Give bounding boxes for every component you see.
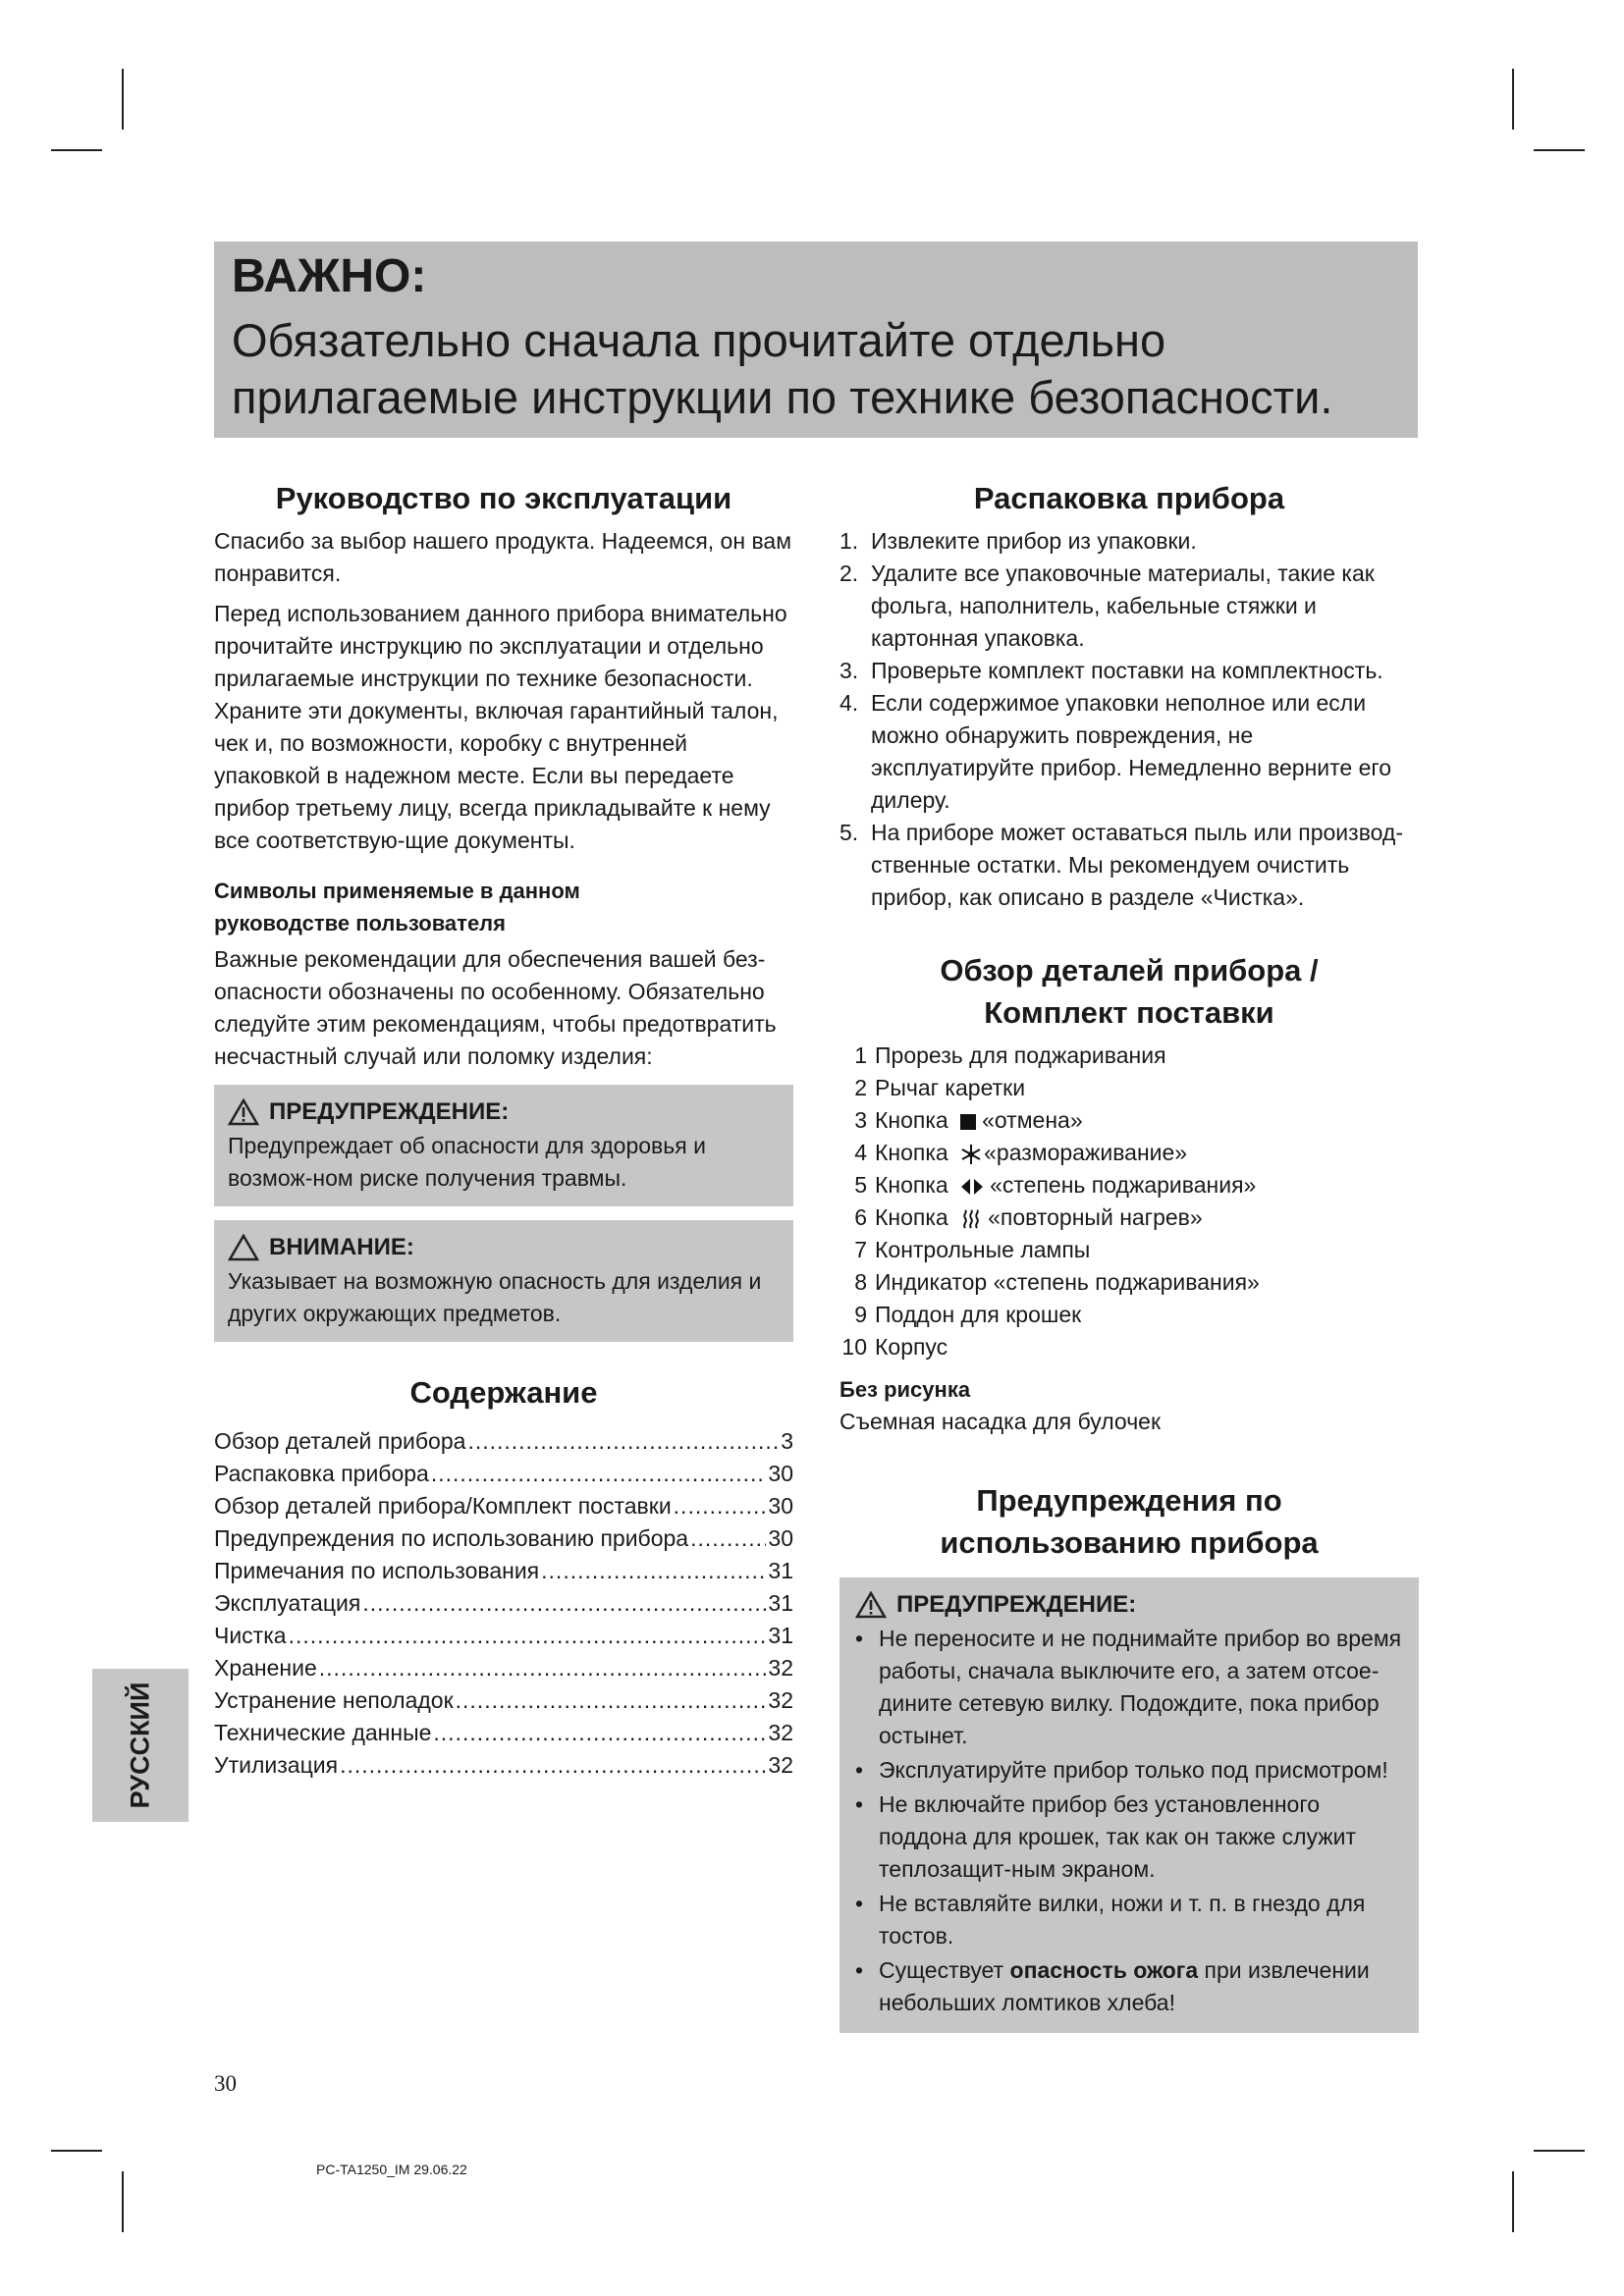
step-number: 5.: [839, 820, 859, 845]
part-label-suffix: «повторный нагрев»: [988, 1204, 1203, 1230]
toc-leader: [690, 1522, 766, 1555]
toc-item-page: 32: [768, 1752, 793, 1778]
toc-leader: [362, 1587, 766, 1620]
part-number: 5: [854, 1172, 867, 1198]
page-number: 30: [214, 2071, 237, 2096]
parts-item: [839, 1331, 1419, 1363]
toc-item-label: Чистка: [214, 1623, 287, 1648]
usage-warnings-title-line1: Предупреждения по: [976, 1483, 1282, 1518]
parts-item: [839, 1072, 1419, 1104]
part-number: 9: [854, 1302, 867, 1327]
warning-triangle-icon: [855, 1591, 887, 1619]
toc-item[interactable]: [214, 1620, 793, 1652]
caution-box-title: ВНИМАНИЕ:: [269, 1234, 414, 1260]
toc-leader: [456, 1684, 767, 1717]
banner-heading: ВАЖНО:: [232, 250, 427, 302]
step-number: 4.: [839, 690, 859, 716]
toc-leader: [433, 1717, 766, 1749]
part-number: 7: [854, 1237, 867, 1262]
crop-mark: [1512, 69, 1514, 130]
language-tab-label: РУССКИЙ: [125, 1682, 155, 1809]
toc-item[interactable]: [214, 1555, 793, 1587]
caution-box-header: [228, 1230, 780, 1265]
step-text: Извлеките прибор из упаковки.: [871, 528, 1197, 554]
toc-item-page: 31: [768, 1558, 793, 1583]
toc-item-label: Технические данные: [214, 1720, 432, 1745]
language-tab: [92, 1669, 189, 1822]
warning-box-title: ПРЕДУПРЕЖДЕНИЕ:: [269, 1098, 510, 1125]
crop-mark: [51, 2150, 102, 2152]
parts-item: [839, 1234, 1419, 1266]
unpacking-step: [839, 525, 1419, 558]
caution-box: [214, 1220, 793, 1342]
usage-warning-item: • Не переносите и не поднимайте прибор во время работы, сначала выключите его, а затем отсое-дините сетевую вилку. Подождите, пока прибор остынет.: [847, 1623, 1405, 1752]
toc-leader: [467, 1425, 779, 1458]
toc-item-label: Распаковка прибора: [214, 1461, 429, 1486]
part-label: Кнопка: [875, 1172, 948, 1198]
part-label: Кнопка: [875, 1107, 948, 1133]
crop-mark: [1534, 2150, 1585, 2152]
crop-mark: [1512, 2171, 1514, 2232]
heat-waves-icon: [960, 1208, 982, 1230]
toc-item-page: 32: [768, 1687, 793, 1713]
warning-box-header: [228, 1095, 780, 1130]
toc-item[interactable]: [214, 1684, 793, 1717]
part-label: Кнопка: [875, 1204, 948, 1230]
toc-leader: [289, 1620, 767, 1652]
symbols-title: Символы применяемые в данном руководстве пользователя: [214, 879, 580, 935]
usage-warning-text: при извлечении небольших ломтиков хлеба!: [879, 1957, 1370, 2015]
toc-item-label: Примечания по использования: [214, 1558, 540, 1583]
toc-leader: [541, 1555, 766, 1587]
toc-item-page: 3: [781, 1428, 793, 1454]
parts-item: [839, 1266, 1419, 1299]
toc-item-page: 31: [768, 1623, 793, 1648]
step-text: Проверьте комплект поставки на комплектность.: [871, 658, 1383, 683]
parts-list: [839, 1040, 1419, 1363]
toc-item[interactable]: [214, 1522, 793, 1555]
toc-leader: [319, 1652, 767, 1684]
usage-warning-box: [839, 1577, 1419, 2033]
toc-item-label: Хранение: [214, 1655, 317, 1681]
no-figure-title: Без рисунка: [839, 1377, 971, 1402]
toc-leader: [431, 1458, 767, 1490]
unpacking-title: Распаковка прибора: [973, 481, 1285, 515]
toc-item-page: 30: [768, 1493, 793, 1519]
toc-item-label: Обзор деталей прибора: [214, 1428, 466, 1454]
left-column: [214, 477, 793, 1782]
manual-title: Руководство по эксплуатации: [275, 481, 732, 515]
usage-warning-list: [847, 1623, 1405, 2019]
manual-paragraph-1: Спасибо за выбор нашего продукта. Надеемся, он вам понравится.: [214, 528, 792, 586]
right-column: [839, 477, 1419, 2033]
usage-warning-box-header: [847, 1587, 1405, 1623]
toc-item-label: Устранение неполадок: [214, 1687, 454, 1713]
crop-mark: [122, 2171, 124, 2232]
toc-item-page: 31: [768, 1590, 793, 1616]
part-label: Корпус: [875, 1334, 948, 1360]
warning-triangle-icon: [228, 1098, 259, 1126]
parts-item: [839, 1169, 1419, 1201]
part-label: Рычаг каретки: [875, 1075, 1026, 1100]
part-number: 3: [854, 1107, 867, 1133]
usage-warning-item: [847, 1954, 1405, 2019]
part-label: Контрольные лампы: [875, 1237, 1091, 1262]
toc-list: [214, 1425, 793, 1782]
toc-item[interactable]: [214, 1458, 793, 1490]
toc-item[interactable]: [214, 1749, 793, 1782]
usage-warning-item: • Не вставляйте вилки, ножи и т. п. в гнездо для тостов.: [847, 1888, 1405, 1952]
toc-item-label: Предупреждения по использованию прибора: [214, 1525, 689, 1551]
caution-triangle-icon: [228, 1234, 259, 1261]
toc-item[interactable]: [214, 1425, 793, 1458]
caution-box-text: Указывает на возможную опасность для изделия и других окружающих предметов.: [228, 1268, 762, 1326]
toc-title: Содержание: [409, 1375, 598, 1410]
step-text: Если содержимое упаковки неполное или если можно обнаружить повреждения, не эксплуатируйте прибор. Немедленно верните его дилеру.: [871, 690, 1392, 813]
crop-mark: [51, 149, 102, 151]
part-number: 4: [854, 1140, 867, 1165]
part-number: 8: [854, 1269, 867, 1295]
stop-square-icon: [958, 1112, 978, 1132]
warning-box-text: Предупреждает об опасности для здоровья и возмож-ном риске получения травмы.: [228, 1133, 706, 1191]
unpacking-step: [839, 687, 1419, 817]
part-number: 10: [841, 1334, 867, 1360]
step-number: 1.: [839, 528, 859, 554]
part-label: Индикатор «степень поджаривания»: [875, 1269, 1260, 1295]
unpacking-step: [839, 817, 1419, 914]
part-label-suffix: «степень поджаривания»: [990, 1172, 1257, 1198]
unpacking-step: [839, 655, 1419, 687]
step-text: На приборе может оставаться пыль или производ-ственные остатки. Мы рекомендуем очистить прибор, как описано в разделе «Чистка».: [871, 820, 1404, 910]
step-number: 3.: [839, 658, 859, 683]
usage-warnings-title-line2: использованию прибора: [940, 1525, 1319, 1560]
step-text: Удалите все упаковочные материалы, такие как фольга, наполнитель, кабельные стяжки и картонная упаковка.: [871, 561, 1375, 651]
usage-warning-item: • Не включайте прибор без установленного поддона для крошек, так как он также служит теплозащит-ным экраном.: [847, 1789, 1405, 1886]
toc-item-label: Утилизация: [214, 1752, 339, 1778]
parts-item: [839, 1137, 1419, 1169]
usage-warning-box-title: ПРЕДУПРЕЖДЕНИЕ:: [896, 1591, 1137, 1618]
arrows-left-right-icon: [960, 1178, 984, 1196]
toc-item-page: 32: [768, 1720, 793, 1745]
crop-mark: [122, 69, 124, 130]
toc-item-label: Эксплуатация: [214, 1590, 361, 1616]
part-label: Кнопка: [875, 1140, 948, 1165]
no-figure-text: Съемная насадка для булочек: [839, 1409, 1162, 1434]
toc-item-page: 30: [768, 1461, 793, 1486]
parts-title-line2: Комплект поставки: [984, 995, 1274, 1030]
document-code: PC-TA1250_IM 29.06.22: [316, 2162, 467, 2177]
usage-warning-item: • Эксплуатируйте прибор только под присмотром!: [847, 1754, 1405, 1787]
toc-item-page: 30: [768, 1525, 793, 1551]
toc-leader: [340, 1749, 766, 1782]
symbols-text: Важные рекомендации для обеспечения вашей без-опасности обозначены по особенному. Обязательно следуйте этим рекомендациям, чтобы предотвратить несчастный случай или поломку изделия:: [214, 946, 777, 1069]
part-label-suffix: «отмена»: [982, 1107, 1083, 1133]
toc-item-page: 32: [768, 1655, 793, 1681]
parts-title-line1: Обзор деталей прибора /: [940, 953, 1319, 988]
part-label: Поддон для крошек: [875, 1302, 1082, 1327]
warning-box: [214, 1085, 793, 1206]
manual-paragraph-2: Перед использованием данного прибора внимательно прочитайте инструкцию по эксплуатации и отдельно прилагаемые инструкции по технике безопасности. Храните эти документы, включая гарантийный талон, чек и, по возможности, коробку с внутренней упаковкой в надежном месте. Если вы передаете прибор третьему лицу, всегда прикладывайте к нему все соответствую-щие документы.: [214, 601, 787, 853]
part-label-suffix: «размораживание»: [984, 1140, 1188, 1165]
usage-warning-text: Существует: [879, 1957, 1010, 1983]
banner-text: Обязательно сначала прочитайте отдельно прилагаемые инструкции по технике безопасности.: [232, 314, 1333, 423]
important-banner: [214, 241, 1418, 438]
part-number: 6: [854, 1204, 867, 1230]
step-number: 2.: [839, 561, 859, 586]
unpacking-steps: [839, 525, 1419, 914]
part-label: Прорезь для поджаривания: [875, 1042, 1166, 1068]
part-number: 1: [854, 1042, 867, 1068]
crop-mark: [1534, 149, 1585, 151]
parts-item: [839, 1299, 1419, 1331]
parts-item: [839, 1201, 1419, 1234]
toc-item-label: Обзор деталей прибора/Комплект поставки: [214, 1493, 672, 1519]
toc-item[interactable]: [214, 1652, 793, 1684]
toc-item[interactable]: [214, 1717, 793, 1749]
part-number: 2: [854, 1075, 867, 1100]
parts-item: [839, 1104, 1419, 1137]
toc-leader: [674, 1490, 767, 1522]
toc-item[interactable]: [214, 1587, 793, 1620]
toc-item[interactable]: [214, 1490, 793, 1522]
parts-item: [839, 1040, 1419, 1072]
snowflake-icon: [960, 1144, 982, 1165]
usage-warning-emphasis: опасность ожога: [1009, 1957, 1199, 1983]
unpacking-step: [839, 558, 1419, 655]
